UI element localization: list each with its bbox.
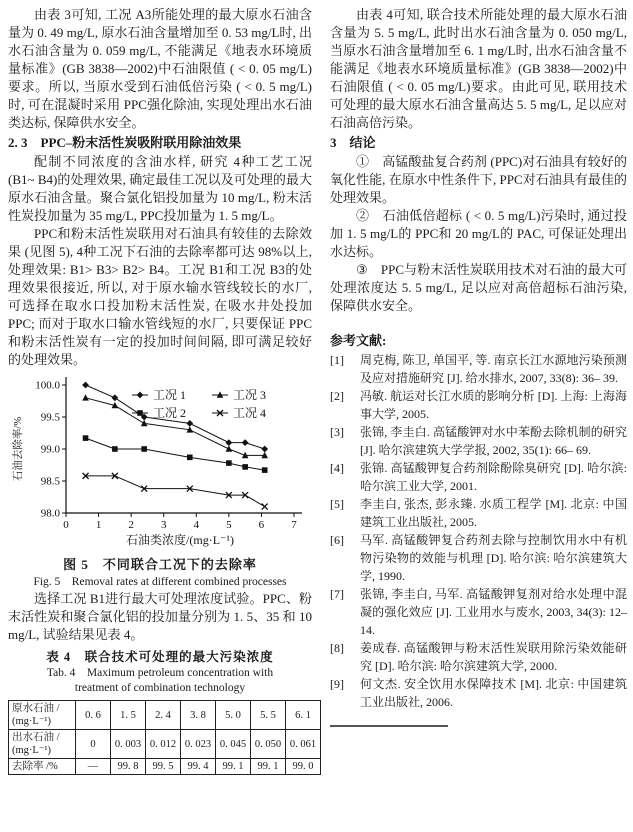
reference-text: 何文杰. 安全饮用水保障技术 [M]. 北京: 中国建筑工业出版社, 2006. (360, 677, 627, 709)
table-cell: 99. 1 (216, 759, 251, 775)
svg-text:工况 4: 工况 4 (233, 406, 267, 420)
svg-text:3: 3 (160, 519, 167, 531)
reference-item: [9] 何文杰. 安全饮用水保障技术 [M]. 北京: 中国建筑工业出版社, 2006. (330, 677, 627, 709)
table-cell: 2. 4 (146, 701, 181, 730)
reference-item: [8] 姜成春. 高锰酸钾与粉末活性炭联用除污染效能研究 [D]. 哈尔滨: 哈尔滨建筑大学, 2000. (330, 641, 627, 673)
table-caption-en-1: Tab. 4 Maximum petroleum concentration with (46, 667, 274, 679)
reference-text: 张锦. 高锰酸钾复合药剂除酚除臭研究 [D]. 哈尔滨: 哈尔滨工业大学, 2001. (360, 461, 627, 493)
references-heading: 参考文献: (330, 333, 387, 348)
paragraph-table4-discussion: 由表 4可知, 联合技术所能处理的最大原水石油含量为 5. 5 mg/L, 此时出水石油含量为 0. 050 mg/L, 当原水石油含量增加至 6. 1 mg/L时, 出水石油含量不能满足《地表水环境质量标准》(GB 3838—2002)中石油限值 ( < 0. 05 mg/L)要求。由此可见, 联用技术可处理的最大原水石油含量高达 5. 5 mg/L, 足以应对石油高倍污染。 (330, 7, 627, 130)
paragraph-max-concentration-test: 选择工况 B1进行最大可处理浓度试验。PPC、粉末活性炭和聚合氯化铝的投加量分别为 1. 5、35 和 10 mg/L, 试验结果见表 4。 (8, 591, 312, 642)
reference-text: 张锦, 李圭白, 马军. 高锰酸钾复剂对给水处理中混凝的强化效应 [J]. 工业用水与废水, 2003, 34(3): 12– 14. (360, 587, 627, 637)
table-cell: 0. 6 (76, 701, 111, 730)
row-header: 去除率 /% (9, 759, 76, 775)
table-row-removal-rate (9, 759, 321, 775)
svg-text:98.0: 98.0 (40, 507, 60, 520)
svg-text:4: 4 (193, 519, 200, 531)
reference-item: [2] 冯敏. 航运对长江水质的影响分析 [D]. 上海: 上海海事大学, 2005. (330, 389, 627, 421)
svg-text:99.0: 99.0 (40, 443, 60, 456)
end-of-article-rule (330, 725, 448, 727)
table-cell: — (76, 759, 111, 775)
table-cell: 0. 045 (216, 730, 251, 759)
table-cell: 0. 061 (286, 730, 321, 759)
table-cell: 5. 0 (216, 701, 251, 730)
svg-text:2: 2 (128, 519, 134, 531)
table-cell: 1. 5 (111, 701, 146, 730)
conclusion-item-2: ② 石油低倍超标 ( < 0. 5 mg/L)污染时, 通过投加 1. 5 mg/L的 PPC和 20 mg/L的 PAC, 可保证处理出水达标。 (330, 208, 627, 259)
table-cell: 99. 8 (111, 759, 146, 775)
svg-text:石油类浓度/(mg·L⁻¹): 石油类浓度/(mg·L⁻¹) (126, 533, 234, 547)
svg-text:5: 5 (226, 519, 232, 531)
svg-text:100.0: 100.0 (35, 379, 60, 392)
reference-item: [1] 周克梅, 陈卫, 单国平, 等. 南京长江水源地污染预测及应对措施研究 [J]. 给水排水, 2007, 33(8): 36– 39. (330, 353, 627, 385)
reference-item: [3] 张锦, 李圭白. 高锰酸钾对水中苯酚去除机制的研究 [J]. 哈尔滨建筑大学学报, 2002, 35(1): 66– 69. (330, 425, 627, 457)
table-cell: 0. 012 (146, 730, 181, 759)
table-cell: 99. 5 (146, 759, 181, 775)
svg-text:0: 0 (63, 519, 69, 531)
paragraph-table3-discussion: 由表 3可知, 工况 A3所能处理的最大原水石油含量为 0. 49 mg/L, 原水石油含量增加至 0. 53 mg/L时, 出水石油含量为 0. 059 mg/L, 不能满足《地表水环境质量标准》(GB 3838—2002)中石油限值 ( < 0. 05 mg/L)要求。所以, 当原水受到石油低倍污染 ( < 0. 5 mg/L)时, 可在混凝时采用 PPC强化除油, 实现处理出水石油类达标, 保障供水安全。 (8, 7, 312, 130)
section-heading-2-3: 2. 3 PPC–粉末活性炭吸附联用除油效果 (8, 135, 242, 150)
table-cell: 5. 5 (251, 701, 286, 730)
paragraph-experiment-setup: 配制不同浓度的含油水样, 研究 4种工艺工况 (B1~ B4)的处理效果, 确定最佳工况以及可处理的最大原水石油含量。聚合氯化铝投加量为 10 mg/L, 粉末活性炭投加量为 35 mg/L, PPC投加量为 1. 5 mg/L。 (8, 154, 312, 223)
table-cell: 3. 8 (181, 701, 216, 730)
reference-item: [6] 马军. 高锰酸钾复合药剂去除与控制饮用水中有机物污染物的效能与机理 [D]. 哈尔滨: 哈尔滨建筑大学, 1990. (330, 533, 627, 583)
svg-text:工况 1: 工况 1 (153, 388, 187, 402)
table-cell: 0. 023 (181, 730, 216, 759)
removal-rate-chart (10, 371, 314, 555)
conclusion-item-1: ① 高锰酸盐复合药剂 (PPC)对石油具有较好的氧化性能, 在原水中性条件下, PPC对石油具有最佳的处理效果。 (330, 154, 627, 205)
conclusion-item-3: ③ PPC与粉末活性炭联用技术对石油的最大可处理浓度达 5. 5 mg/L, 足以应对高倍超标石油污染, 保障供水安全。 (330, 262, 627, 313)
reference-item: [7] 张锦, 李圭白, 马军. 高锰酸钾复剂对给水处理中混凝的强化效应 [J]. 工业用水与废水, 2003, 34(3): 12– 14. (330, 587, 627, 637)
table-cell: 0. 003 (111, 730, 146, 759)
table-cell: 99. 1 (251, 759, 286, 775)
svg-text:工况 2: 工况 2 (153, 406, 187, 420)
svg-text:工况 3: 工况 3 (233, 388, 267, 402)
reference-text: 张锦, 李圭白. 高锰酸钾对水中苯酚去除机制的研究 [J]. 哈尔滨建筑大学学报, 2002, 35(1): 66– 69. (360, 425, 627, 457)
svg-text:99.5: 99.5 (40, 411, 60, 424)
right-column (330, 6, 627, 727)
svg-text:石油去除率/%: 石油去除率/% (13, 416, 24, 482)
row-header: 原水石油 / (mg·L⁻¹) (9, 701, 76, 730)
reference-text: 马军. 高锰酸钾复合药剂去除与控制饮用水中有机物污染物的效能与机理 [D]. 哈尔滨: 哈尔滨建筑大学, 1990. (360, 533, 627, 583)
table-cell: 0 (76, 730, 111, 759)
figure-caption-cn: 图 5 不同联合工况下的去除率 (63, 557, 257, 572)
table-caption-cn: 表 4 联合技术可处理的最大污染浓度 (46, 650, 274, 664)
table-cell: 6. 1 (286, 701, 321, 730)
svg-text:98.5: 98.5 (40, 475, 60, 488)
figure-caption-en: Fig. 5 Removal rates at different combined processes (33, 576, 287, 588)
reference-text: 姜成春. 高锰酸钾与粉末活性炭联用除污染效能研究 [D]. 哈尔滨: 哈尔滨建筑大学, 2000. (360, 641, 627, 673)
svg-text:1: 1 (95, 519, 102, 531)
reference-text: 周克梅, 陈卫, 单国平, 等. 南京长江水源地污染预测及应对措施研究 [J]. 给水排水, 2007, 33(8): 36– 39. (360, 353, 627, 385)
svg-text:6: 6 (258, 519, 265, 531)
reference-text: 李圭白, 张杰, 彭永臻. 水质工程学 [M]. 北京: 中国建筑工业出版社, 2005. (360, 497, 627, 529)
reference-text: 冯敏. 航运对长江水质的影响分析 [D]. 上海: 上海海事大学, 2005. (360, 389, 627, 421)
row-header: 出水石油 / (mg·L⁻¹) (9, 730, 76, 759)
reference-item: [5] 李圭白, 张杰, 彭永臻. 水质工程学 [M]. 北京: 中国建筑工业出版社, 2005. (330, 497, 627, 529)
svg-text:7: 7 (291, 519, 297, 531)
table-cell: 99. 0 (286, 759, 321, 775)
table-caption-en-2: treatment of combination technology (74, 682, 246, 694)
left-column (8, 6, 317, 775)
table-cell: 0. 050 (251, 730, 286, 759)
table-4 (8, 700, 321, 775)
section-heading-3: 3 结论 (330, 135, 376, 150)
reference-item: [4] 张锦. 高锰酸钾复合药剂除酚除臭研究 [D]. 哈尔滨: 哈尔滨工业大学, 2001. (330, 461, 627, 493)
table-row-raw-oil (9, 701, 321, 730)
figure-5 (8, 371, 312, 590)
table-row-effluent-oil (9, 730, 321, 759)
paragraph-removal-effect: PPC和粉末活性炭联用对石油具有较佳的去除效果 (见图 5), 4种工况下石油的去除率都可达 98%以上, 处理效果: B1> B3> B2> B4。工况 B1和工况 B3的处理效果很接近, 所以, 对于原水输水管线较长的水厂, 可选择在取水口投加粉末活性炭, 在吸水井处投加 PPC; 而对于取水口输水管线短的水厂, 只要保证 PPC和粉末活性炭有一定的投加时间间隔, 即可满足较好的处理效果。 (8, 226, 312, 367)
table-cell: 99. 4 (181, 759, 216, 775)
